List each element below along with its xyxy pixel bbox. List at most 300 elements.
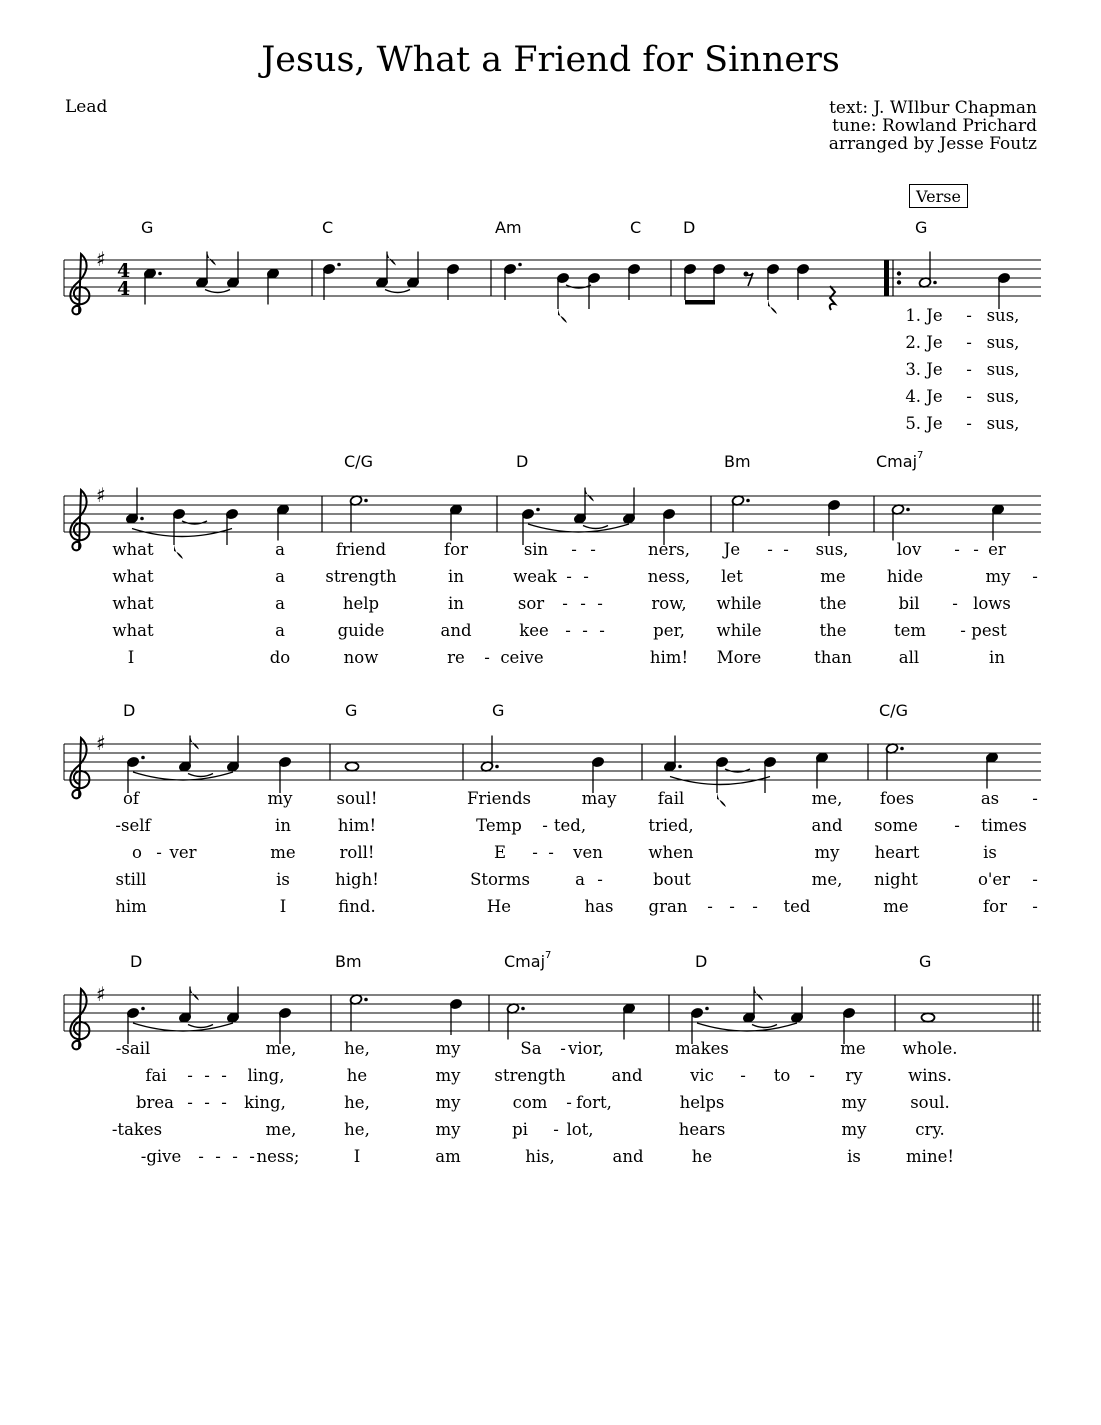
chord-root: Cmaj <box>876 452 918 471</box>
lyric-syllable: Friends <box>466 789 532 808</box>
lyric-syllable: ling, <box>247 1066 285 1085</box>
augmentation-dot <box>933 281 937 285</box>
chord-root: D <box>130 952 143 971</box>
lyric-syllable: pi <box>512 1120 528 1139</box>
lyric-hyphen: - <box>562 594 568 613</box>
augmentation-dot <box>337 263 341 267</box>
lyric-syllable: strength <box>494 1066 566 1085</box>
lyric-syllable: than <box>814 648 852 667</box>
lyric-syllable: whole. <box>902 1039 958 1058</box>
lyric-hyphen: - <box>583 567 589 586</box>
augmentation-dot <box>158 272 162 276</box>
lyric-syllable: while <box>716 594 762 613</box>
tie <box>583 526 608 529</box>
page-title: Jesus, What a Friend for Sinners <box>261 40 840 80</box>
lyric-syllable: now <box>343 648 379 667</box>
lyric-syllable: help <box>342 594 380 613</box>
lyric-hyphen: - <box>952 594 958 613</box>
lyric-syllable: Temp <box>476 816 522 835</box>
lyric-syllable: is <box>983 843 997 862</box>
lyric-hyphen: - <box>599 621 605 640</box>
lyric-hyphen: - <box>221 1066 227 1085</box>
lyric-syllable: ven <box>573 843 603 862</box>
lyric-hyphen: - <box>565 621 571 640</box>
lyric-syllable: Je <box>723 540 741 559</box>
lyric-syllable: o'er <box>977 870 1011 889</box>
lyric-hyphen: - <box>767 540 773 559</box>
lyric-syllable: kee <box>519 621 549 640</box>
credit-text: text: J. WIlbur Chapman <box>829 98 1037 118</box>
lyric-hyphen: - <box>1032 789 1038 808</box>
lyric-syllable: -sail <box>115 1039 151 1058</box>
eighth-flag <box>585 488 594 502</box>
lyric-syllable: me <box>820 567 846 586</box>
lyric-hyphen: - <box>1032 870 1038 889</box>
lyric-syllable: a <box>275 540 285 559</box>
lyric-hyphen: - <box>954 816 960 835</box>
lyric-syllable: ry <box>845 1066 863 1085</box>
lyric-syllable: sus, <box>986 414 1020 433</box>
lyric-syllable: 5. Je <box>905 414 943 433</box>
lyric-hyphen: - <box>783 540 789 559</box>
lyric-syllable: is <box>847 1147 861 1166</box>
notehead <box>922 1013 935 1021</box>
chord-symbol <box>919 952 931 971</box>
lyric-syllable: ness, <box>647 567 691 586</box>
eighth-flag <box>174 545 183 559</box>
lyric-syllable: tried, <box>648 816 694 835</box>
eighth-flag <box>190 736 199 750</box>
chord-symbol <box>630 218 641 237</box>
chord-root: D <box>516 452 529 471</box>
lyric-syllable: -takes <box>111 1120 163 1139</box>
lyric-hyphen: - <box>960 621 966 640</box>
lyric-syllable: sus, <box>986 333 1020 352</box>
chord-root: G <box>492 701 505 720</box>
lyric-syllable: ted <box>783 897 811 916</box>
lyric-syllable: the <box>819 621 847 640</box>
lyric-syllable: hide <box>886 567 924 586</box>
lyric-syllable: a <box>575 870 585 889</box>
chord-symbol <box>130 952 142 971</box>
lyric-hyphen: - <box>548 843 554 862</box>
lyric-hyphen: - <box>590 540 596 559</box>
augmentation-dot <box>678 765 682 769</box>
tie <box>188 1025 213 1028</box>
lyric-syllable: still <box>115 870 147 889</box>
lyric-hyphen: - <box>954 540 960 559</box>
lyric-syllable: I <box>279 897 287 916</box>
chord-root: C/G <box>879 701 908 720</box>
tie <box>205 290 230 293</box>
chord-root: D <box>683 218 696 237</box>
lyric-syllable: strength <box>325 567 397 586</box>
lyric-hyphen: - <box>597 594 603 613</box>
chord-symbol <box>504 949 552 971</box>
lyric-syllable: what <box>112 540 154 559</box>
lyric-hyphen: - <box>204 1066 210 1085</box>
lyric-syllable: 3. Je <box>905 360 943 379</box>
lyric-syllable: as <box>980 789 1000 808</box>
lyric-syllable: times <box>981 816 1027 835</box>
lyric-syllable: soul! <box>336 789 378 808</box>
lyric-syllable: helps <box>679 1093 725 1112</box>
lyric-syllable: soul. <box>910 1093 950 1112</box>
chord-symbol <box>335 952 362 971</box>
lyric-hyphen: - <box>221 1093 227 1112</box>
lyric-syllable: for <box>444 540 468 559</box>
augmentation-dot <box>906 508 910 512</box>
augmentation-dot <box>900 747 904 751</box>
lyric-syllable: 1. Je <box>905 306 943 325</box>
treble-clef <box>70 490 89 550</box>
augmentation-dot <box>364 499 368 503</box>
lyric-syllable: cry. <box>915 1120 945 1139</box>
lyric-hyphen: - <box>532 843 538 862</box>
lyric-syllable: my <box>435 1039 461 1058</box>
lyric-syllable: him <box>115 897 147 916</box>
augmentation-dot <box>536 508 540 512</box>
lyric-hyphen: - <box>187 1066 193 1085</box>
lyric-syllable: me <box>270 843 296 862</box>
repeat-dot <box>897 271 901 275</box>
lyric-syllable: sus, <box>815 540 849 559</box>
lyric-syllable: hears <box>678 1120 726 1139</box>
lyric-syllable: night <box>874 870 918 889</box>
lyric-syllable: fai <box>145 1066 167 1085</box>
lyric-syllable: ceive <box>500 648 544 667</box>
lyric-syllable: and <box>811 816 843 835</box>
lyric-syllable: 2. Je <box>905 333 943 352</box>
lyric-hyphen: - <box>809 1066 815 1085</box>
lyric-hyphen: - <box>1032 897 1038 916</box>
augmentation-dot <box>746 499 750 503</box>
lyric-syllable: for <box>983 897 1007 916</box>
lyric-syllable: weak <box>513 567 557 586</box>
lyric-syllable: a <box>275 621 285 640</box>
chord-symbol <box>344 452 373 471</box>
lyric-syllable: per, <box>653 621 685 640</box>
lyric-syllable: bil <box>898 594 920 613</box>
eighth-flag <box>207 252 216 266</box>
lyric-syllable: lov <box>896 540 922 559</box>
lyric-syllable: wins. <box>908 1066 952 1085</box>
lyric-syllable: the <box>819 594 847 613</box>
treble-clef <box>70 254 89 314</box>
lyric-syllable: E <box>493 843 507 862</box>
chord-symbol <box>915 218 927 237</box>
lyric-syllable: my <box>435 1120 461 1139</box>
lyric-syllable: sus, <box>986 387 1020 406</box>
lyric-syllable: sor <box>517 594 545 613</box>
lyric-syllable: gran <box>648 897 688 916</box>
lyric-syllable: I <box>127 648 135 667</box>
lyric-hyphen: - <box>560 1039 566 1058</box>
time-signature-bottom: 4 <box>117 278 131 300</box>
lyric-syllable: he <box>346 1066 368 1085</box>
eighth-rest-stem <box>746 273 753 286</box>
chord-symbol <box>695 952 707 971</box>
chord-symbol <box>123 701 135 720</box>
lyric-syllable: and <box>440 621 472 640</box>
notehead <box>346 762 359 770</box>
lyric-syllable: guide <box>337 621 385 640</box>
lyric-syllable: -give <box>140 1147 182 1166</box>
lyric-hyphen: - <box>204 1093 210 1112</box>
credit-arranger: arranged by Jesse Foutz <box>828 134 1037 154</box>
lyric-syllable: what <box>112 621 154 640</box>
lyric-hyphen: - <box>566 567 572 586</box>
lyric-hyphen: - <box>580 594 586 613</box>
slur <box>133 772 233 780</box>
lyric-syllable: vic <box>690 1066 714 1085</box>
lyric-syllable: has <box>584 897 614 916</box>
lyric-syllable: do <box>269 648 291 667</box>
lyric-hyphen: - <box>156 843 162 862</box>
chord-root: Cmaj <box>504 952 546 971</box>
lyric-syllable: heart <box>874 843 920 862</box>
lyric-syllable: my <box>267 789 293 808</box>
lyric-syllable: Storms <box>470 870 530 889</box>
lyric-hyphen: - <box>582 621 588 640</box>
eighth-flag <box>387 252 396 266</box>
lyric-syllable: I <box>353 1147 361 1166</box>
lyric-syllable: er <box>988 540 1006 559</box>
time-signature-top: 4 <box>117 260 131 282</box>
lyric-syllable: pest <box>971 621 1007 640</box>
lyric-syllable: find. <box>338 897 376 916</box>
lyric-syllable: is <box>276 870 290 889</box>
lyric-syllable: he, <box>344 1093 370 1112</box>
augmentation-dot <box>140 517 144 521</box>
chord-symbol <box>345 701 357 720</box>
lyric-syllable: a <box>275 567 285 586</box>
tie <box>385 290 410 293</box>
lyric-syllable: roll! <box>339 843 375 862</box>
chord-root: Am <box>495 218 522 237</box>
eighth-flag <box>754 987 763 1001</box>
lyric-syllable: brea <box>135 1093 175 1112</box>
lyric-syllable: bout <box>653 870 691 889</box>
chord-root: Bm <box>335 952 362 971</box>
lyric-hyphen: - <box>232 1147 238 1166</box>
lyric-hyphen: - <box>973 540 979 559</box>
chord-root: G <box>919 952 932 971</box>
chord-symbol <box>876 449 924 471</box>
part-name: Lead <box>65 97 108 117</box>
lyric-syllable: me, <box>811 789 843 808</box>
lyric-syllable: mine! <box>906 1147 954 1166</box>
chord-root: D <box>123 701 136 720</box>
lyric-hyphen: - <box>215 1147 221 1166</box>
lyric-syllable: He <box>486 897 512 916</box>
tie <box>188 774 213 777</box>
lyric-syllable: -self <box>115 816 151 835</box>
lyric-syllable: when <box>648 843 694 862</box>
lyric-hyphen: - <box>707 897 713 916</box>
beam <box>685 300 715 305</box>
lyric-syllable: while <box>716 621 762 640</box>
lyric-hyphen: - <box>752 897 758 916</box>
lyric-hyphen: - <box>187 1093 193 1112</box>
lyric-syllable: sus, <box>986 360 1020 379</box>
repeat-barline-thick <box>884 260 889 296</box>
lyric-syllable: my <box>841 1120 867 1139</box>
lyric-syllable: his, <box>525 1147 555 1166</box>
lyric-syllable: lot, <box>566 1120 594 1139</box>
lyric-syllable: to <box>773 1066 791 1085</box>
lyric-syllable: of <box>122 789 140 808</box>
lyric-syllable: ners, <box>648 540 690 559</box>
lyric-hyphen: - <box>729 897 735 916</box>
augmentation-dot <box>364 998 368 1002</box>
key-signature-sharp: ♯ <box>96 483 106 507</box>
lyric-hyphen: - <box>966 387 972 406</box>
lyric-syllable: what <box>112 594 154 613</box>
augmentation-dot <box>521 1007 525 1011</box>
eighth-flag <box>190 987 199 1001</box>
lyric-syllable: him! <box>337 816 377 835</box>
lyric-syllable: my <box>814 843 840 862</box>
lyric-syllable: ted, <box>553 816 587 835</box>
chord-extension: 7 <box>545 949 552 961</box>
lyric-syllable: makes <box>675 1039 729 1058</box>
chord-extension: 7 <box>917 449 924 461</box>
chord-symbol <box>322 218 333 237</box>
chord-root: G <box>345 701 358 720</box>
chord-symbol <box>492 701 504 720</box>
lyric-hyphen: - <box>966 306 972 325</box>
eighth-flag <box>558 309 567 323</box>
lyric-syllable: my <box>435 1093 461 1112</box>
lyric-syllable: fail <box>657 789 685 808</box>
lyric-syllable: and <box>611 1066 643 1085</box>
lyric-syllable: am <box>435 1147 461 1166</box>
lyric-syllable: me, <box>265 1039 297 1058</box>
chord-symbol <box>516 452 528 471</box>
lyric-syllable: some <box>874 816 918 835</box>
eighth-flag <box>717 793 726 807</box>
augmentation-dot <box>518 263 522 267</box>
lyric-syllable: ness; <box>256 1147 300 1166</box>
augmentation-dot <box>141 756 145 760</box>
slur <box>528 524 629 532</box>
lyric-syllable: sin <box>523 540 549 559</box>
rehearsal-mark: Verse <box>909 184 968 208</box>
chord-root: D <box>695 952 708 971</box>
lyric-syllable: in <box>448 567 464 586</box>
chord-symbol <box>495 218 522 237</box>
chord-root: C/G <box>344 452 373 471</box>
lyric-hyphen: - <box>484 648 490 667</box>
lyric-syllable: high! <box>335 870 379 889</box>
lyric-syllable: let <box>721 567 743 586</box>
lyric-syllable: row, <box>651 594 687 613</box>
lyric-syllable: Sa <box>520 1039 542 1058</box>
lyric-syllable: 4. Je <box>905 387 943 406</box>
lyric-syllable: More <box>716 648 762 667</box>
lyric-syllable: fort, <box>576 1093 612 1112</box>
lyric-syllable: and <box>612 1147 644 1166</box>
lyric-hyphen: - <box>553 1120 559 1139</box>
lyric-hyphen: - <box>966 360 972 379</box>
lyric-hyphen: - <box>198 1147 204 1166</box>
lyric-syllable: ver <box>169 843 197 862</box>
lyric-syllable: in <box>989 648 1005 667</box>
lyric-hyphen: - <box>249 1147 255 1166</box>
lyric-syllable: friend <box>335 540 387 559</box>
lyric-syllable: in <box>275 816 291 835</box>
eighth-flag <box>768 300 777 314</box>
lyric-syllable: sus, <box>986 306 1020 325</box>
lyric-syllable: him! <box>649 648 689 667</box>
lyric-syllable: me <box>840 1039 866 1058</box>
lyric-hyphen: - <box>542 816 548 835</box>
chord-root: C <box>630 218 642 237</box>
key-signature-sharp: ♯ <box>96 247 106 271</box>
chord-root: Bm <box>724 452 751 471</box>
chord-root: C <box>322 218 334 237</box>
lyric-syllable: in <box>448 594 464 613</box>
lyric-syllable: king, <box>244 1093 286 1112</box>
augmentation-dot <box>705 1007 709 1011</box>
lyric-syllable: tem <box>893 621 927 640</box>
lyric-hyphen: - <box>740 1066 746 1085</box>
key-signature-sharp: ♯ <box>96 731 106 755</box>
lyric-hyphen: - <box>966 414 972 433</box>
lyric-syllable: com <box>512 1093 548 1112</box>
key-signature-sharp: ♯ <box>96 982 106 1006</box>
lyric-syllable: my <box>841 1093 867 1112</box>
quarter-rest <box>830 286 835 310</box>
lyric-syllable: my <box>985 567 1011 586</box>
lyric-syllable: o <box>132 843 142 862</box>
lyric-syllable: my <box>435 1066 461 1085</box>
chord-symbol <box>724 452 751 471</box>
chord-root: G <box>141 218 154 237</box>
lyric-syllable: me <box>883 897 909 916</box>
lyric-hyphen: - <box>571 540 577 559</box>
tie <box>752 1025 777 1028</box>
lyric-syllable: me, <box>265 1120 297 1139</box>
lyric-syllable: all <box>898 648 920 667</box>
lyric-syllable: he <box>691 1147 713 1166</box>
lyric-syllable: he, <box>344 1039 370 1058</box>
lyric-syllable: a <box>275 594 285 613</box>
lyric-hyphen: - <box>966 333 972 352</box>
lyric-syllable: what <box>112 567 154 586</box>
credit-tune: tune: Rowland Prichard <box>832 116 1037 136</box>
lyric-hyphen: - <box>1032 567 1038 586</box>
lyric-syllable: he, <box>344 1120 370 1139</box>
treble-clef <box>70 738 89 798</box>
chord-symbol <box>141 218 153 237</box>
lyric-syllable: may <box>581 789 617 808</box>
augmentation-dot <box>495 765 499 769</box>
chord-symbol <box>683 218 695 237</box>
lyric-syllable: foes <box>879 789 915 808</box>
lyric-syllable: re <box>447 648 465 667</box>
treble-clef <box>70 989 89 1049</box>
lyric-hyphen: - <box>566 1093 572 1112</box>
chord-root: G <box>915 218 928 237</box>
repeat-dot <box>897 280 901 284</box>
lyric-hyphen: - <box>597 870 603 889</box>
slur <box>133 1023 233 1031</box>
chord-symbol <box>879 701 908 720</box>
lyric-syllable: me, <box>811 870 843 889</box>
lyric-syllable: lows <box>973 594 1011 613</box>
